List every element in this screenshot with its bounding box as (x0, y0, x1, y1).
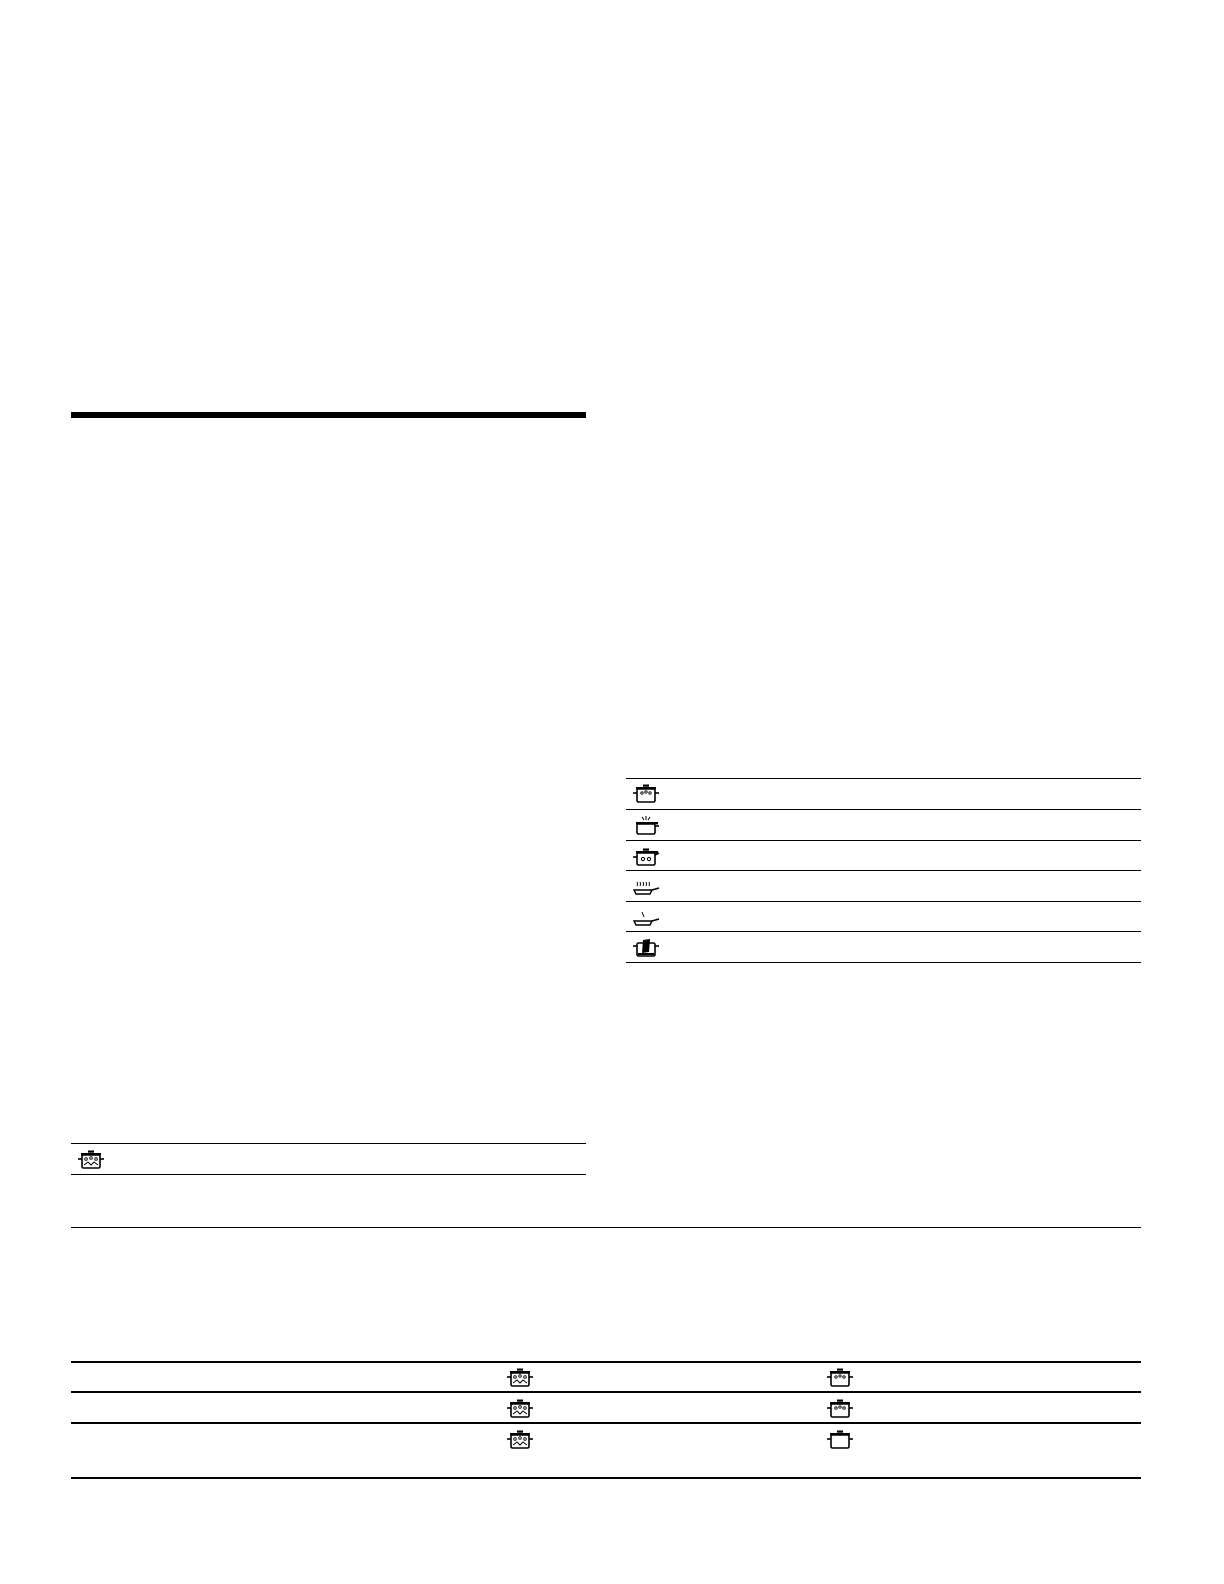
table-rule (71, 1174, 586, 1175)
table-rule (626, 931, 1141, 932)
frying-pan-oil-icon (632, 907, 660, 929)
pot-full-boil-icon (506, 1367, 534, 1389)
table-rule (626, 870, 1141, 871)
pot-bubbles-icon (632, 783, 660, 805)
pot-full-boil-icon (506, 1429, 534, 1451)
table-rule (71, 1143, 586, 1144)
frying-pan-heat-icon (632, 876, 660, 898)
pot-empty-icon (826, 1429, 854, 1451)
table-rule (626, 809, 1141, 810)
pot-full-boil-icon (77, 1149, 105, 1171)
table-rule (626, 840, 1141, 841)
pot-simmer-icon (632, 845, 660, 867)
table-rule (71, 1477, 1141, 1479)
pot-bubbles-icon (826, 1367, 854, 1389)
table-rule (626, 901, 1141, 902)
pot-keep-warm-icon (632, 936, 660, 958)
pot-full-boil-icon (506, 1398, 534, 1420)
pot-steam-icon (632, 814, 660, 836)
table-rule (71, 1361, 1141, 1363)
section-heading-rule (71, 412, 586, 418)
pot-bubbles-icon (826, 1398, 854, 1420)
table-rule (626, 778, 1141, 779)
section-divider (71, 1227, 1141, 1228)
table-rule (626, 962, 1141, 963)
table-rule (71, 1391, 1141, 1393)
table-rule (71, 1422, 1141, 1424)
